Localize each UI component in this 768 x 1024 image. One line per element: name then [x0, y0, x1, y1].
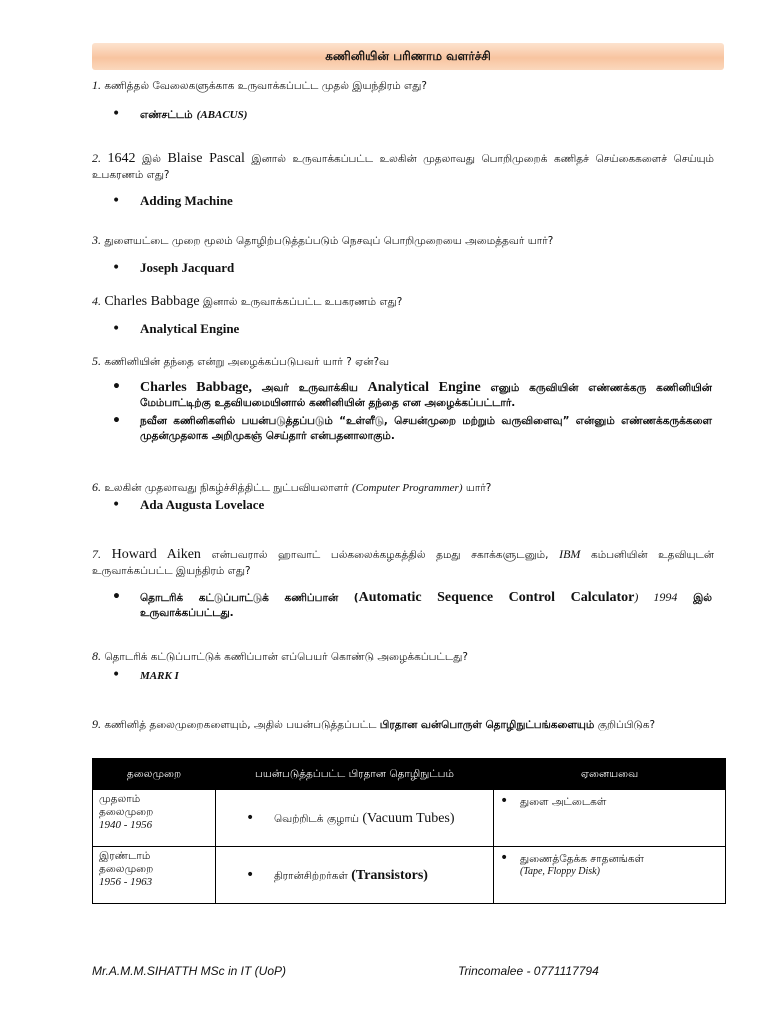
others-cell: • துளை அட்டைகள் — [494, 790, 726, 847]
question-8: 8. தொடரிக் கட்டுப்பாட்டுக் கணிப்பான் எப்பெயர் கொண்டு அழைக்கப்பட்டது? — [92, 649, 468, 663]
table-row — [93, 847, 726, 904]
answer-4: • Analytical Engine — [112, 321, 240, 337]
page-title: கணினியின் பரிணாம வளர்ச்சி — [92, 43, 724, 70]
answer-1: • எண்சட்டம் (ABACUS) — [112, 106, 248, 122]
question-3: 3. துளையட்டை முறை மூலம் தொழிற்படுத்தப்படும் நெசவுப் பொறிமுறையை அமைத்தவர் யார்? — [92, 233, 554, 247]
technology-cell: • திரான்சிற்றர்கள் (Transistors) — [216, 847, 494, 904]
answer-6: • Ada Augusta Lovelace — [112, 497, 265, 513]
header-others: ஏனையவை — [494, 759, 726, 790]
generation-cell: இரண்டாம் தலைமுறை 1956 - 1963 — [93, 847, 216, 904]
generation-cell: முதலாம் தலைமுறை 1940 - 1956 — [93, 790, 216, 847]
table-row — [93, 790, 726, 847]
question-4: 4. Charles Babbage இனால் உருவாக்கப்பட்ட உபகரணம் எது? — [92, 294, 403, 309]
footer-author: Mr.A.M.M.SIHATTH MSc in IT (UoP) — [92, 964, 286, 978]
answer-8: • MARK I — [112, 667, 179, 683]
question-1: 1. கணித்தல் வேலைகளுக்காக உருவாக்கப்பட்ட முதல் இயந்திரம் எது? — [92, 78, 427, 92]
generations-table — [92, 758, 726, 904]
answer-3: • Joseph Jacquard — [112, 260, 235, 276]
answer-5 — [112, 380, 712, 444]
footer-location: Trincomalee - 0771117794 — [458, 964, 599, 978]
answer-5-bullet-1: • Charles Babbage, அவர் உருவாக்கிய Analytical Engine எனும் கருவியின் எண்ணக்கரு கணினியின் மேம்பாட்டிற்கு உதவியமையினால் கணினியின் தந்தை என அழைக்கப்பட்டார். — [112, 379, 712, 409]
question-5: 5. கணினியின் தந்தை என்று அழைக்கப்படுபவர் யார் ? ஏன்?வ — [92, 354, 390, 368]
table-header-row — [93, 759, 726, 790]
technology-cell: • வெற்றிடக் குழாய் (Vacuum Tubes) — [216, 790, 494, 847]
header-technology: பயன்படுத்தப்பட்ட பிரதான தொழிநுட்பம் — [216, 759, 494, 790]
question-2: 2. 1642 இல் Blaise Pascal இனால் உருவாக்கப்பட்ட உலகின் முதலாவது பொறிமுறைக் கணிதச் செய்கைகளைச் செய்யும் உபகரணம் எது? — [92, 151, 714, 181]
question-7: 7. Howard Aiken என்பவரால் ஹாவாட் பல்கலைக்கழகத்தில் தமது சகாக்களுடனும், IBM கம்பனியின் உதவியுடன் உருவாக்கப்பட்ட இயந்திரம் எது? — [92, 547, 714, 577]
answer-5-bullet-2: • நவீன கணினிகளில் பயன்படுத்தப்படும் “உள்ளீடு, செயன்முறை மற்றும் வருவிளைவு” என்னும் எண்ணக்கருக்களை முதன்முதலாக அறிமுகஞ் செய்தார் என்பதனாலாகும். — [112, 413, 712, 442]
answer-2: • Adding Machine — [112, 193, 233, 209]
question-6: 6. உலகின் முதலாவது நிகழ்ச்சித்திட்ட நுட்பவியலாளர் (Computer Programmer) யார்? — [92, 480, 492, 494]
others-cell: • துணைத்தேக்க சாதனங்கள் (Tape, Floppy Disk) — [494, 847, 726, 904]
header-generation: தலைமுறை — [93, 759, 216, 790]
answer-7: • தொடரிக் கட்டுப்பாட்டுக் கணிப்பான் (Automatic Sequence Control Calculator) 1994 இல் உருவாக்கப்பட்டது. — [112, 589, 713, 619]
question-9: 9. கணினித் தலைமுறைகளையும், அதில் பயன்படுத்தப்பட்ட பிரதான வன்பொருள் தொழிநுட்பங்களையும் குறிப்பிடுக? — [92, 717, 656, 731]
